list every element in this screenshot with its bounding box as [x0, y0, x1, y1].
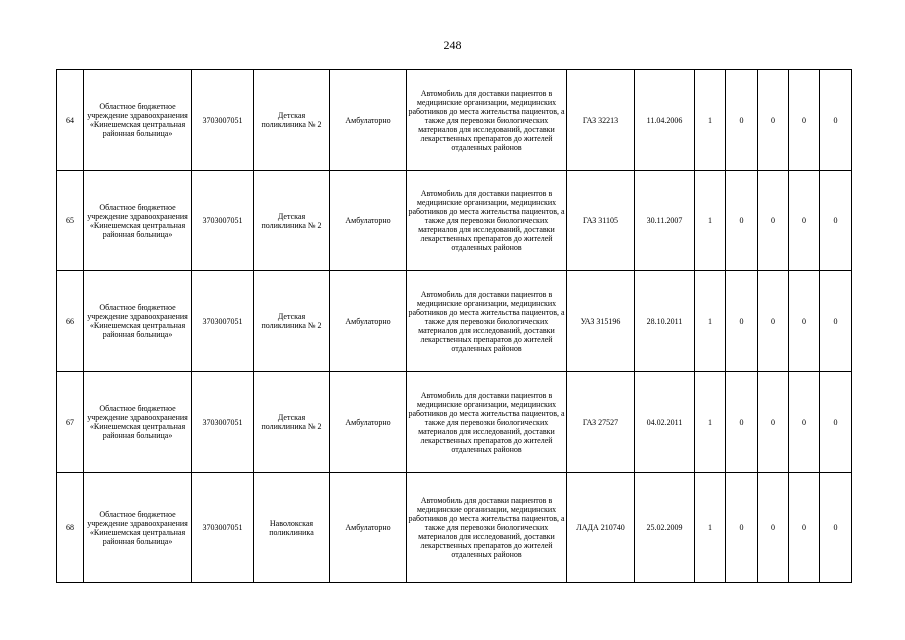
- unit-cell: Детская поликлиника № 2: [254, 271, 330, 372]
- organization-cell: Областное бюджетное учреждение здравоохранения «Кинешемская центральная районная больница»: [84, 473, 192, 583]
- purpose-cell: Автомобиль для доставки пациентов в медицинские организации, медицинских работников до места жительства пациентов, а также для перевозки биологических материалов для исследований, доставки лекарственных препаратов до жителей отдаленных районов: [407, 70, 567, 171]
- purpose-cell: Автомобиль для доставки пациентов в медицинские организации, медицинских работников до места жительства пациентов, а также для перевозки биологических материалов для исследований, доставки лекарственных препаратов до жителей отдаленных районов: [407, 473, 567, 583]
- table-row: [57, 70, 852, 171]
- table-row: [57, 473, 852, 583]
- quantity-cell: 0: [726, 271, 758, 372]
- quantity-cell: 1: [695, 171, 726, 271]
- quantity-cell: 0: [789, 171, 820, 271]
- vehicle-brand-cell: ЛАДА 210740: [567, 473, 635, 583]
- quantity-cell: 0: [726, 70, 758, 171]
- date-cell: 04.02.2011: [635, 372, 695, 473]
- organization-cell: Областное бюджетное учреждение здравоохранения «Кинешемская центральная районная больница»: [84, 271, 192, 372]
- vehicle-registry-table: [56, 69, 852, 583]
- organization-cell: Областное бюджетное учреждение здравоохранения «Кинешемская центральная районная больница»: [84, 171, 192, 271]
- row-number-cell: 68: [57, 473, 84, 583]
- unit-cell: Детская поликлиника № 2: [254, 372, 330, 473]
- vehicle-brand-cell: ГАЗ 32213: [567, 70, 635, 171]
- date-cell: 25.02.2009: [635, 473, 695, 583]
- quantity-cell: 0: [789, 372, 820, 473]
- quantity-cell: 0: [758, 171, 789, 271]
- table-row: [57, 271, 852, 372]
- quantity-cell: 0: [758, 271, 789, 372]
- quantity-cell: 0: [789, 271, 820, 372]
- date-cell: 28.10.2011: [635, 271, 695, 372]
- care-form-cell: Амбулаторно: [330, 271, 407, 372]
- inn-cell: 3703007051: [192, 473, 254, 583]
- inn-cell: 3703007051: [192, 271, 254, 372]
- row-number-cell: 67: [57, 372, 84, 473]
- page-number: 248: [443, 38, 462, 52]
- quantity-cell: 0: [820, 271, 852, 372]
- vehicle-brand-cell: УАЗ 315196: [567, 271, 635, 372]
- organization-cell: Областное бюджетное учреждение здравоохранения «Кинешемская центральная районная больница»: [84, 70, 192, 171]
- date-cell: 30.11.2007: [635, 171, 695, 271]
- quantity-cell: 0: [726, 473, 758, 583]
- quantity-cell: 0: [726, 372, 758, 473]
- vehicle-brand-cell: ГАЗ 27527: [567, 372, 635, 473]
- quantity-cell: 0: [820, 372, 852, 473]
- quantity-cell: 1: [695, 271, 726, 372]
- table-row: [57, 171, 852, 271]
- quantity-cell: 1: [695, 70, 726, 171]
- quantity-cell: 1: [695, 473, 726, 583]
- unit-cell: Детская поликлиника № 2: [254, 70, 330, 171]
- unit-cell: Детская поликлиника № 2: [254, 171, 330, 271]
- vehicle-brand-cell: ГАЗ 31105: [567, 171, 635, 271]
- purpose-cell: Автомобиль для доставки пациентов в медицинские организации, медицинских работников до места жительства пациентов, а также для перевозки биологических материалов для исследований, доставки лекарственных препаратов до жителей отдаленных районов: [407, 372, 567, 473]
- care-form-cell: Амбулаторно: [330, 70, 407, 171]
- quantity-cell: 0: [758, 473, 789, 583]
- quantity-cell: 0: [758, 372, 789, 473]
- quantity-cell: 0: [789, 70, 820, 171]
- quantity-cell: 1: [695, 372, 726, 473]
- purpose-cell: Автомобиль для доставки пациентов в медицинские организации, медицинских работников до места жительства пациентов, а также для перевозки биологических материалов для исследований, доставки лекарственных препаратов до жителей отдаленных районов: [407, 171, 567, 271]
- care-form-cell: Амбулаторно: [330, 473, 407, 583]
- quantity-cell: 0: [820, 473, 852, 583]
- unit-cell: Наволокская поликлиника: [254, 473, 330, 583]
- quantity-cell: 0: [820, 171, 852, 271]
- row-number-cell: 64: [57, 70, 84, 171]
- inn-cell: 3703007051: [192, 70, 254, 171]
- care-form-cell: Амбулаторно: [330, 372, 407, 473]
- quantity-cell: 0: [789, 473, 820, 583]
- date-cell: 11.04.2006: [635, 70, 695, 171]
- row-number-cell: 65: [57, 171, 84, 271]
- organization-cell: Областное бюджетное учреждение здравоохранения «Кинешемская центральная районная больница»: [84, 372, 192, 473]
- purpose-cell: Автомобиль для доставки пациентов в медицинские организации, медицинских работников до места жительства пациентов, а также для перевозки биологических материалов для исследований, доставки лекарственных препаратов до жителей отдаленных районов: [407, 271, 567, 372]
- inn-cell: 3703007051: [192, 372, 254, 473]
- quantity-cell: 0: [758, 70, 789, 171]
- quantity-cell: 0: [726, 171, 758, 271]
- inn-cell: 3703007051: [192, 171, 254, 271]
- table-row: [57, 372, 852, 473]
- quantity-cell: 0: [820, 70, 852, 171]
- care-form-cell: Амбулаторно: [330, 171, 407, 271]
- row-number-cell: 66: [57, 271, 84, 372]
